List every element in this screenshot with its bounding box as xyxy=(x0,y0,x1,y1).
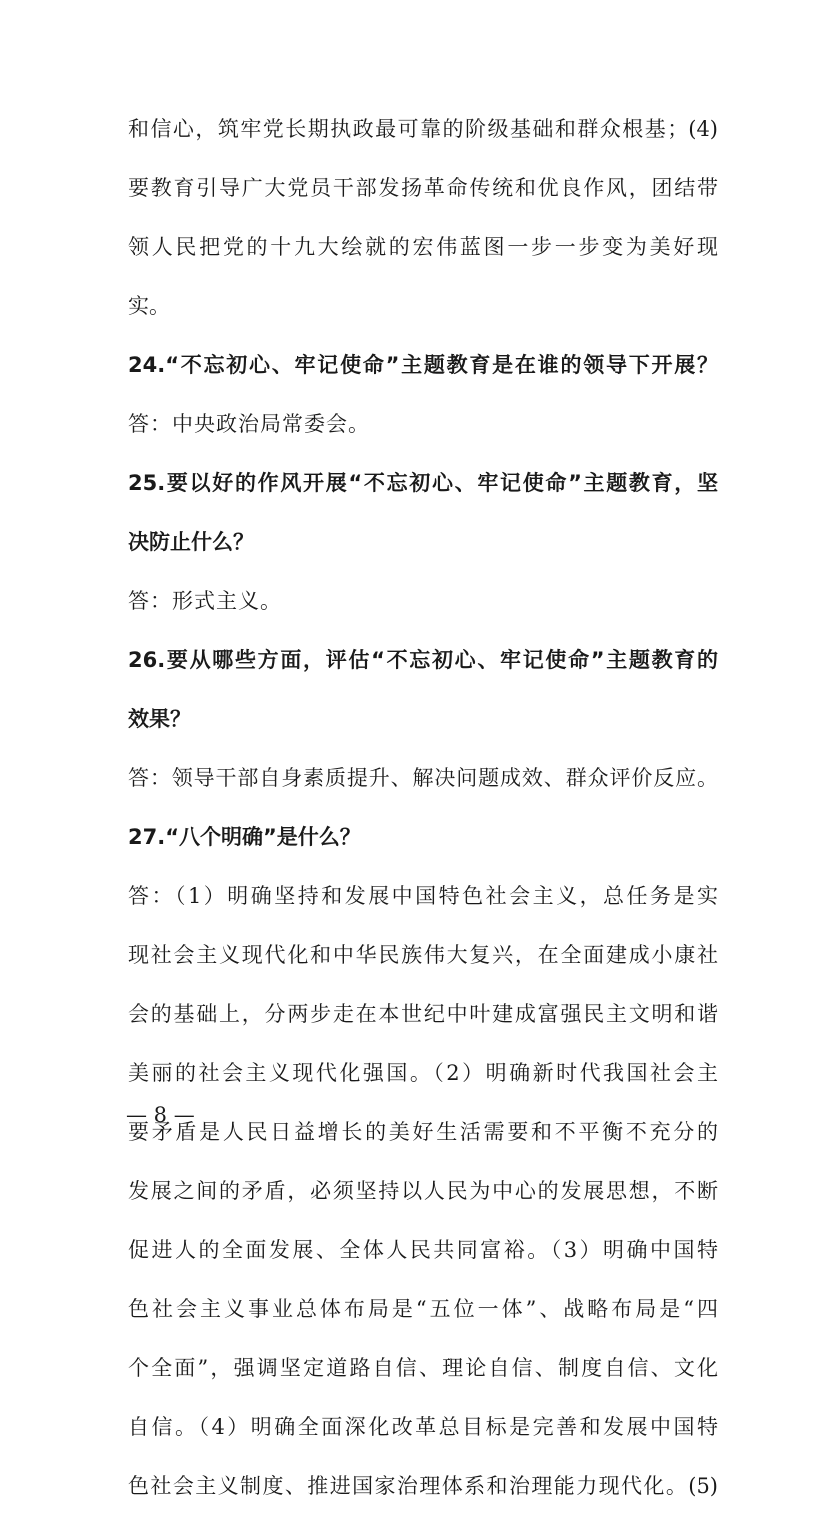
question-line: 26.要从哪些方面，评估“不忘初心、牢记使命”主题教育的 xyxy=(128,648,718,672)
question-line: 效果？ xyxy=(128,707,191,731)
body-line: 要教育引导广大党员干部发扬革命传统和优良作风，团结带 xyxy=(128,176,718,200)
document-body xyxy=(128,100,718,1516)
body-line: 色社会主义制度、推进国家治理体系和治理能力现代化。(5) xyxy=(128,1474,718,1498)
body-line: 发展之间的矛盾，必须坚持以人民为中心的发展思想，不断 xyxy=(128,1179,718,1203)
body-line: 和信心，筑牢党长期执政最可靠的阶级基础和群众根基；(4) xyxy=(128,117,718,141)
answer-line: 答：形式主义。 xyxy=(128,589,282,613)
document-page xyxy=(128,100,718,1516)
body-line: 现社会主义现代化和中华民族伟大复兴，在全面建成小康社 xyxy=(128,943,718,967)
question-line: 决防止什么？ xyxy=(128,530,254,554)
answer-line: 答：中央政治局常委会。 xyxy=(128,412,370,436)
body-line: 要矛盾是人民日益增长的美好生活需要和不平衡不充分的 xyxy=(128,1120,718,1144)
body-line: 色社会主义事业总体布局是“五位一体”、战略布局是“四 xyxy=(128,1297,718,1321)
body-line: 自信。（4）明确全面深化改革总目标是完善和发展中国特 xyxy=(128,1415,718,1439)
page-number: — 8 — xyxy=(126,1103,195,1127)
body-line: 个全面”，强调坚定道路自信、理论自信、制度自信、文化 xyxy=(128,1356,718,1380)
body-line: 领人民把党的十九大绘就的宏伟蓝图一步一步变为美好现 xyxy=(128,235,718,259)
body-line: 实。 xyxy=(128,294,170,318)
question-line: 24.“不忘初心、牢记使命”主题教育是在谁的领导下开展？ xyxy=(128,353,718,377)
body-line: 美丽的社会主义现代化强国。（2）明确新时代我国社会主 xyxy=(128,1061,718,1085)
question-line: 25.要以好的作风开展“不忘初心、牢记使命”主题教育，坚 xyxy=(128,471,718,495)
body-line: 会的基础上，分两步走在本世纪中叶建成富强民主文明和谐 xyxy=(128,1002,718,1026)
body-line: 促进人的全面发展、全体人民共同富裕。（3）明确中国特 xyxy=(128,1238,718,1262)
body-line: 答：领导干部自身素质提升、解决问题成效、群众评价反应。 xyxy=(128,766,718,790)
question-line: 27.“八个明确”是什么？ xyxy=(128,825,361,849)
body-line: 答：（1）明确坚持和发展中国特色社会主义，总任务是实 xyxy=(128,884,718,908)
